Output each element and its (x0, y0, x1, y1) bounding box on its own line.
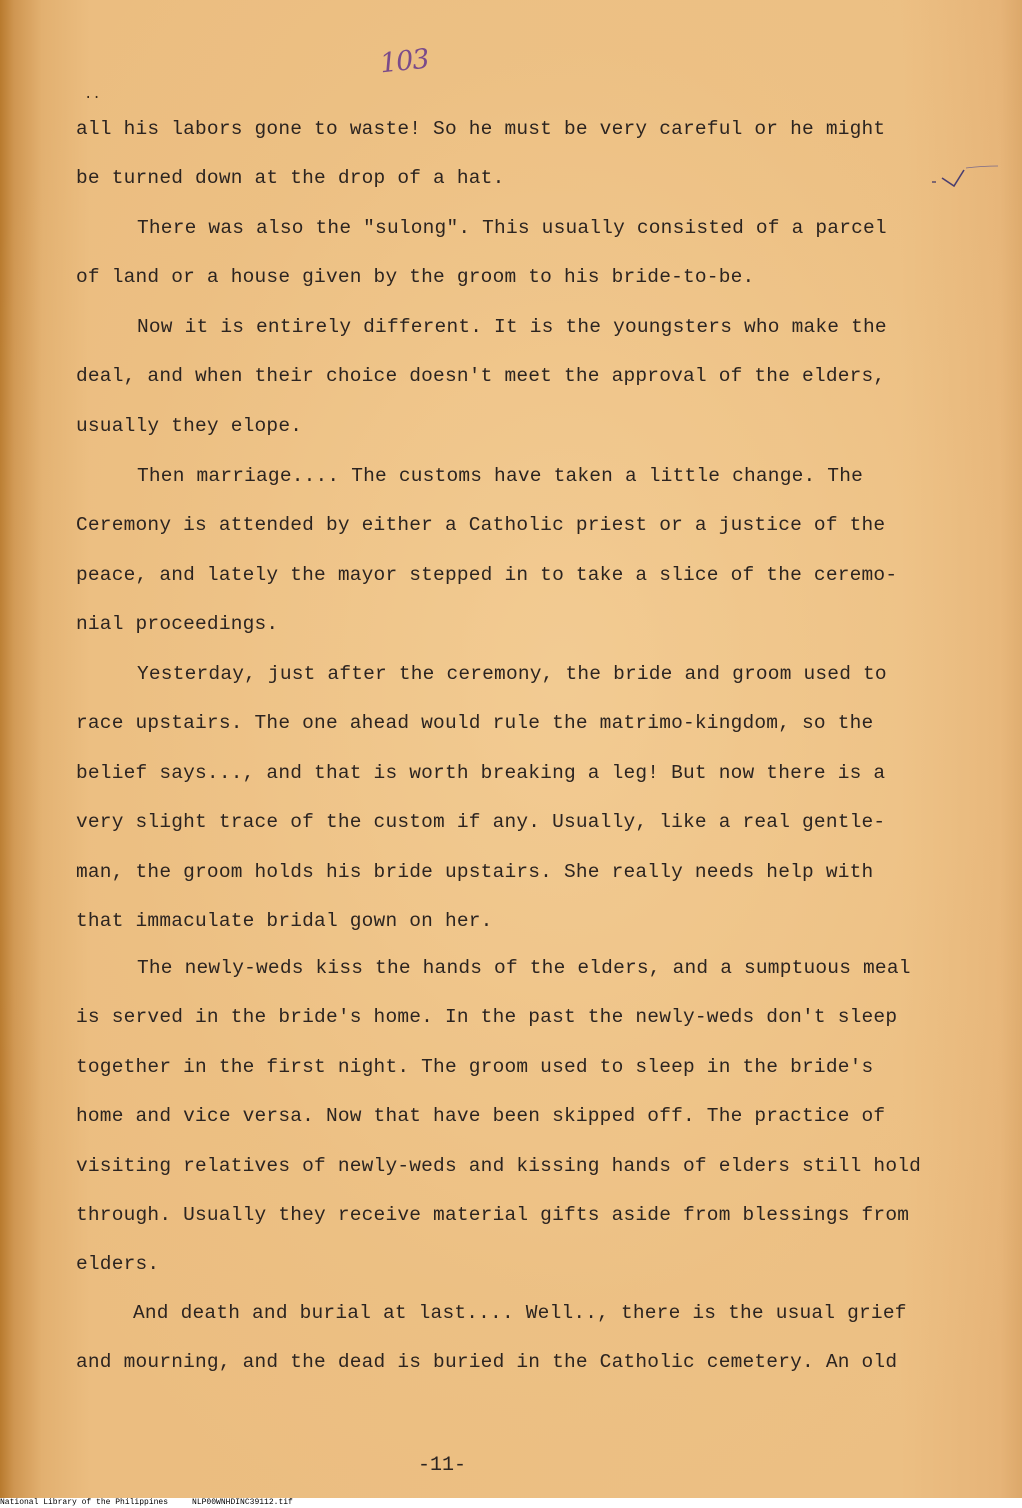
ink-speck: ·· (84, 90, 101, 106)
text-line: Yesterday, just after the ceremony, the bride and groom used to (137, 663, 887, 685)
text-line: Then marriage.... The customs have taken a little change. The (137, 465, 864, 487)
text-line: be turned down at the drop of a hat. (76, 167, 505, 190)
text-line: deal, and when their choice doesn't meet the approval of the elders, (76, 365, 886, 388)
check-mark-icon (930, 162, 1000, 196)
text-line: together in the first night. The groom used to sleep in the bride's (76, 1055, 874, 1078)
text-line: belief says..., and that is worth breaking a leg! But now there is a (76, 761, 886, 784)
text-line: There was also the "sulong". This usually consisted of a parcel (137, 217, 887, 239)
text-line: race upstairs. The one ahead would rule the matrimo-kingdom, so the (76, 712, 874, 735)
text-line: of land or a house given by the groom to his bride-to-be. (76, 266, 755, 289)
text-line: that immaculate bridal gown on her. (76, 910, 493, 932)
text-line: all his labors gone to waste! So he must be very careful or he might (76, 118, 886, 140)
text-line: elders. (76, 1253, 160, 1276)
text-line: nial proceedings. (76, 613, 279, 636)
text-line: very slight trace of the custom if any. Usually, like a real gentle- (76, 811, 886, 834)
text-line: usually they elope. (76, 414, 303, 437)
text-line: Ceremony is attended by either a Catholic priest or a justice of the (76, 514, 886, 537)
library-credit: National Library of the Philippines NLP00WNHDINC39112.tif (0, 1498, 293, 1507)
text-line: through. Usually they receive material gifts aside from blessings from (76, 1204, 910, 1226)
text-line: And death and burial at last.... Well.., there is the usual grief (133, 1302, 907, 1324)
text-line: Now it is entirely different. It is the youngsters who make the (137, 316, 887, 338)
footer-page-number: -11- (418, 1454, 467, 1477)
text-line: man, the groom holds his bride upstairs. She really needs help with (76, 860, 874, 883)
handwritten-page-number: 103 (378, 43, 431, 80)
text-line: peace, and lately the mayor stepped in to take a slice of the ceremo- (76, 563, 898, 586)
text-line: visiting relatives of newly-weds and kissing hands of elders still hold (76, 1154, 922, 1177)
text-line: The newly-weds kiss the hands of the elders, and a sumptuous meal (137, 957, 911, 979)
text-line: home and vice versa. Now that have been skipped off. The practice of (76, 1105, 886, 1128)
text-line: and mourning, and the dead is buried in the Catholic cemetery. An old (76, 1351, 898, 1374)
text-line: is served in the bride's home. In the past the newly-weds don't sleep (76, 1006, 898, 1029)
